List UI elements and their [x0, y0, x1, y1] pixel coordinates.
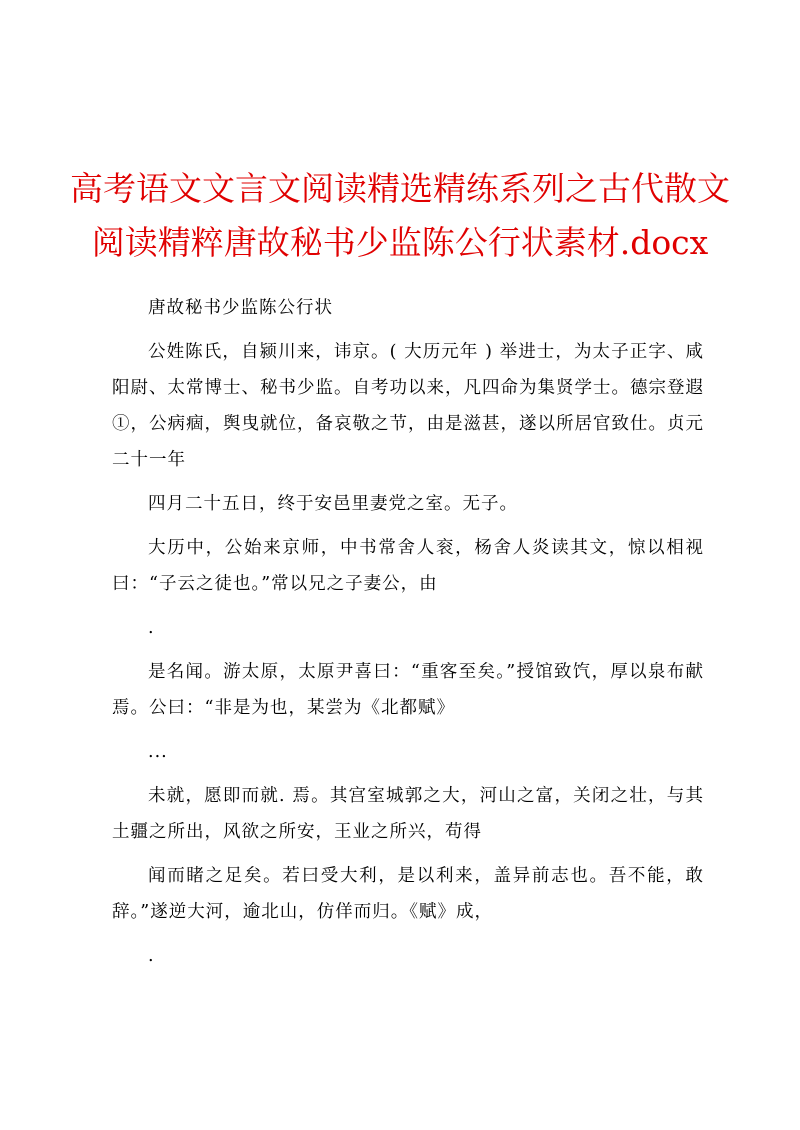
ellipsis-marker: .	[148, 946, 155, 966]
paragraph: 大历中，公始来京师，中书常舍人衮，杨舍人炎读其文，惊以相视曰：“子云之徒也。”常以兄之子妻公，由	[112, 538, 704, 594]
paragraph-heading: 唐故秘书少监陈公行状	[148, 298, 333, 318]
paragraph: 四月二十五日，终于安邑里妻党之室。无子。	[148, 494, 518, 514]
paragraph: 是名闻。游太原，太原尹喜曰：“重客至矣。”授馆致饩，厚以泉布献焉。公曰：“非是为也，某尝为《北都赋》	[112, 662, 704, 718]
document-body	[112, 290, 704, 982]
paragraph: 公姓陈氏，自颍川来，讳京。( 大历元年 ) 举进士，为太子正字、咸阳尉、太常博士、秘书少监。自考功以来，凡四命为集贤学士。德宗登遐①，公病痼，舆曳就位，备哀敬之节，由是滋甚，遂以所居官致仕。贞元二十一年	[112, 342, 704, 470]
ellipsis-marker: ...	[148, 742, 168, 762]
title-line-2: 阅读精粹唐故秘书少监陈公行状素材.docx	[91, 223, 709, 262]
title-line-1: 高考语文文言文阅读精选精练系列之古代散文	[70, 169, 730, 208]
ellipsis-marker: .	[148, 618, 155, 638]
document-title	[60, 162, 740, 270]
paragraph: 闻而睹之足矣。若曰受大利，是以利来，盖异前志也。吾不能，敢辞。”遂逆大河，逾北山，仿佯而归。《赋》成，	[112, 866, 704, 922]
paragraph: 未就，愿即而就. 焉。其宫室城郭之大，河山之富，关闭之壮，与其土疆之所出，风欲之所安，王业之所兴，苟得	[112, 786, 704, 842]
